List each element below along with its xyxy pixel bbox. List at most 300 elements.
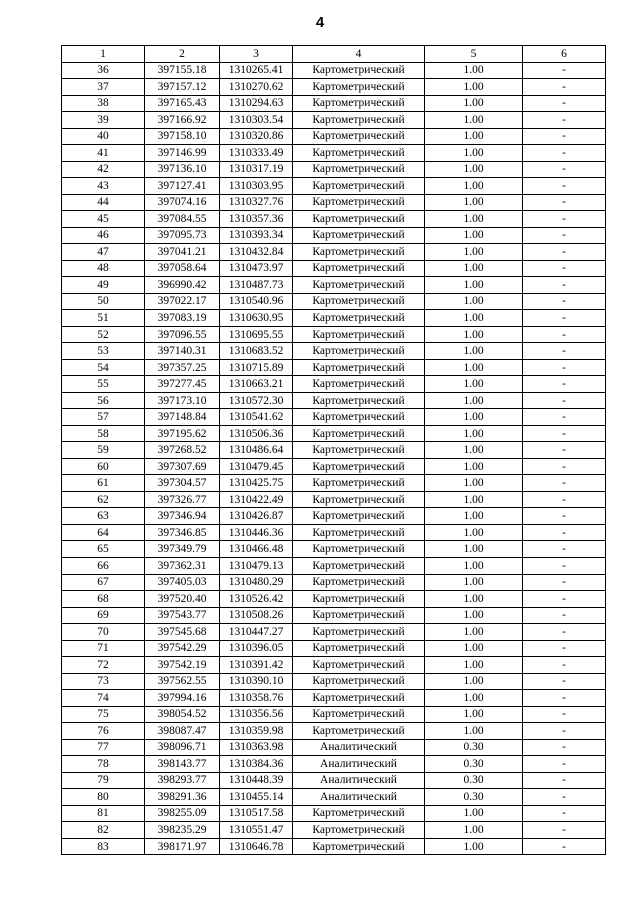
table-cell: Картометрический	[293, 640, 425, 657]
table-cell: Картометрический	[293, 128, 425, 145]
table-row	[62, 491, 606, 508]
table-row	[62, 310, 606, 327]
table-row	[62, 442, 606, 459]
table-cell: 1.00	[425, 491, 523, 508]
table-cell: Картометрический	[293, 805, 425, 822]
table-cell: 396990.42	[145, 277, 220, 294]
table-cell: 71	[62, 640, 145, 657]
table-cell: 67	[62, 574, 145, 591]
table-cell: 0.30	[425, 739, 523, 756]
table-cell: 397155.18	[145, 62, 220, 79]
table-cell: 1.00	[425, 293, 523, 310]
table-cell: -	[523, 458, 606, 475]
table-row	[62, 178, 606, 195]
table-cell: 1.00	[425, 425, 523, 442]
table-cell: Картометрический	[293, 161, 425, 178]
table-cell: -	[523, 260, 606, 277]
table-cell: 1.00	[425, 161, 523, 178]
table-cell: 398143.77	[145, 756, 220, 773]
table-cell: 68	[62, 591, 145, 608]
table-cell: Картометрический	[293, 541, 425, 558]
table-cell: 1310541.62	[220, 409, 293, 426]
table-cell: Картометрический	[293, 723, 425, 740]
table-cell: 1.00	[425, 227, 523, 244]
table-cell: 1310683.52	[220, 343, 293, 360]
table-cell: 1310572.30	[220, 392, 293, 409]
table-cell: 1.00	[425, 178, 523, 195]
table-cell: 75	[62, 706, 145, 723]
table-cell: Картометрический	[293, 79, 425, 96]
table-cell: 397362.31	[145, 557, 220, 574]
table-cell: 1.00	[425, 458, 523, 475]
table-cell: 397127.41	[145, 178, 220, 195]
page-number: 4	[315, 14, 325, 31]
table-cell: 397148.84	[145, 409, 220, 426]
table-cell: -	[523, 161, 606, 178]
column-header: 3	[220, 46, 293, 63]
table-row	[62, 508, 606, 525]
table-row	[62, 392, 606, 409]
table-cell: Картометрический	[293, 326, 425, 343]
table-cell: 1310303.95	[220, 178, 293, 195]
table-row	[62, 822, 606, 839]
table-cell: 42	[62, 161, 145, 178]
table-cell: 1310320.86	[220, 128, 293, 145]
table-cell: 80	[62, 789, 145, 806]
table-row	[62, 293, 606, 310]
table-cell: 1310327.76	[220, 194, 293, 211]
table-cell: 1310393.34	[220, 227, 293, 244]
table-cell: -	[523, 145, 606, 162]
table-row	[62, 227, 606, 244]
table-cell: 39	[62, 112, 145, 129]
table-cell: 397074.16	[145, 194, 220, 211]
table-cell: Картометрический	[293, 293, 425, 310]
table-cell: 1.00	[425, 194, 523, 211]
table-cell: 397349.79	[145, 541, 220, 558]
table-cell: 397268.52	[145, 442, 220, 459]
table-cell: 398054.52	[145, 706, 220, 723]
table-cell: Картометрический	[293, 624, 425, 641]
table-cell: 397173.10	[145, 392, 220, 409]
table-cell: Картометрический	[293, 838, 425, 855]
table-cell: 1.00	[425, 310, 523, 327]
table-cell: Аналитический	[293, 772, 425, 789]
table-row	[62, 706, 606, 723]
table-cell: -	[523, 376, 606, 393]
table-cell: 36	[62, 62, 145, 79]
table-cell: 1.00	[425, 392, 523, 409]
table-cell: 59	[62, 442, 145, 459]
table-cell: 37	[62, 79, 145, 96]
table-cell: 397304.57	[145, 475, 220, 492]
table-cell: 1.00	[425, 79, 523, 96]
table-cell: 1.00	[425, 607, 523, 624]
table-cell: Картометрический	[293, 244, 425, 261]
table-cell: -	[523, 95, 606, 112]
table-cell: -	[523, 739, 606, 756]
table-row	[62, 194, 606, 211]
table-cell: 61	[62, 475, 145, 492]
table-cell: 63	[62, 508, 145, 525]
table-cell: 1310446.36	[220, 524, 293, 541]
table-cell: 397542.29	[145, 640, 220, 657]
table-cell: -	[523, 723, 606, 740]
table-cell: 77	[62, 739, 145, 756]
table-cell: 1310473.97	[220, 260, 293, 277]
table-cell: Картометрический	[293, 277, 425, 294]
table-cell: 397195.62	[145, 425, 220, 442]
table-cell: 1.00	[425, 723, 523, 740]
table-cell: 1310426.87	[220, 508, 293, 525]
table-row	[62, 475, 606, 492]
table-cell: -	[523, 359, 606, 376]
coordinates-table	[61, 45, 606, 855]
table-cell: Картометрический	[293, 178, 425, 195]
table-cell: Картометрический	[293, 62, 425, 79]
table-cell: 1.00	[425, 277, 523, 294]
table-row	[62, 376, 606, 393]
table-cell: 1310390.10	[220, 673, 293, 690]
table-cell: 1.00	[425, 260, 523, 277]
table-cell: 397140.31	[145, 343, 220, 360]
table-cell: 58	[62, 425, 145, 442]
table-cell: 66	[62, 557, 145, 574]
table-row	[62, 789, 606, 806]
table-cell: -	[523, 541, 606, 558]
table-cell: 397022.17	[145, 293, 220, 310]
table-cell: 397136.10	[145, 161, 220, 178]
table-row	[62, 326, 606, 343]
column-header: 6	[523, 46, 606, 63]
table-row	[62, 95, 606, 112]
table-cell: Картометрический	[293, 442, 425, 459]
table-cell: 397096.55	[145, 326, 220, 343]
table-cell: 1310715.89	[220, 359, 293, 376]
table-cell: -	[523, 756, 606, 773]
table-cell: Картометрический	[293, 591, 425, 608]
table-cell: Картометрический	[293, 211, 425, 228]
table-row	[62, 557, 606, 574]
table-cell: 47	[62, 244, 145, 261]
table-cell: 1310422.49	[220, 491, 293, 508]
table-cell: -	[523, 657, 606, 674]
table-cell: 1.00	[425, 409, 523, 426]
table-cell: -	[523, 211, 606, 228]
table-cell: 1310447.27	[220, 624, 293, 641]
table-cell: 49	[62, 277, 145, 294]
table-cell: 397165.43	[145, 95, 220, 112]
table-cell: 397346.85	[145, 524, 220, 541]
column-header: 2	[145, 46, 220, 63]
table-cell: 398255.09	[145, 805, 220, 822]
table-cell: 398293.77	[145, 772, 220, 789]
table-cell: 1310526.42	[220, 591, 293, 608]
table-cell: -	[523, 244, 606, 261]
table-row	[62, 425, 606, 442]
table-cell: Картометрический	[293, 706, 425, 723]
table-cell: 1310425.75	[220, 475, 293, 492]
table-cell: 1310487.73	[220, 277, 293, 294]
table-cell: -	[523, 640, 606, 657]
table-cell: -	[523, 409, 606, 426]
table-cell: 1310466.48	[220, 541, 293, 558]
table-cell: 38	[62, 95, 145, 112]
table-row	[62, 343, 606, 360]
table-cell: 55	[62, 376, 145, 393]
table-cell: -	[523, 690, 606, 707]
table-cell: -	[523, 310, 606, 327]
table-cell: -	[523, 508, 606, 525]
table-cell: 1.00	[425, 95, 523, 112]
table-cell: 1310663.21	[220, 376, 293, 393]
table-cell: 1310357.36	[220, 211, 293, 228]
table-cell: 45	[62, 211, 145, 228]
table-cell: 397041.21	[145, 244, 220, 261]
table-cell: 1.00	[425, 145, 523, 162]
table-cell: 0.30	[425, 772, 523, 789]
table-cell: 72	[62, 657, 145, 674]
column-header: 4	[293, 46, 425, 63]
table-cell: 397095.73	[145, 227, 220, 244]
table-cell: 1.00	[425, 524, 523, 541]
table-cell: 1310317.19	[220, 161, 293, 178]
table-cell: -	[523, 673, 606, 690]
table-row	[62, 756, 606, 773]
table-cell: -	[523, 112, 606, 129]
table-cell: 1.00	[425, 673, 523, 690]
table-cell: 397545.68	[145, 624, 220, 641]
table-cell: 1310432.84	[220, 244, 293, 261]
table-row	[62, 359, 606, 376]
table-cell: -	[523, 442, 606, 459]
table-cell: 1310391.42	[220, 657, 293, 674]
table-row	[62, 772, 606, 789]
table-cell: 73	[62, 673, 145, 690]
table-cell: Картометрический	[293, 409, 425, 426]
table-row	[62, 145, 606, 162]
table-row	[62, 574, 606, 591]
table-cell: -	[523, 574, 606, 591]
table-cell: 1.00	[425, 326, 523, 343]
table-cell: 1310551.47	[220, 822, 293, 839]
table-cell: 65	[62, 541, 145, 558]
table-cell: 74	[62, 690, 145, 707]
table-row	[62, 541, 606, 558]
table-cell: 1.00	[425, 128, 523, 145]
table-cell: 70	[62, 624, 145, 641]
table-row	[62, 458, 606, 475]
table-cell: Картометрический	[293, 310, 425, 327]
table-cell: 397146.99	[145, 145, 220, 162]
table-cell: 1.00	[425, 805, 523, 822]
table-cell: Картометрический	[293, 475, 425, 492]
table-cell: 398087.47	[145, 723, 220, 740]
table-cell: 82	[62, 822, 145, 839]
table-cell: Картометрический	[293, 112, 425, 129]
table-cell: 397357.25	[145, 359, 220, 376]
table-row	[62, 690, 606, 707]
table-row	[62, 244, 606, 261]
table-row	[62, 409, 606, 426]
table-cell: -	[523, 524, 606, 541]
table-cell: -	[523, 491, 606, 508]
table-cell: 1310630.95	[220, 310, 293, 327]
table-cell: 1310363.98	[220, 739, 293, 756]
table-cell: -	[523, 838, 606, 855]
table-cell: 1310358.76	[220, 690, 293, 707]
table-row	[62, 260, 606, 277]
table-cell: 50	[62, 293, 145, 310]
table-cell: 397083.19	[145, 310, 220, 327]
table-row	[62, 805, 606, 822]
table-cell: 1.00	[425, 211, 523, 228]
table-cell: 397994.16	[145, 690, 220, 707]
table-row	[62, 211, 606, 228]
table-cell: Картометрический	[293, 343, 425, 360]
table-cell: -	[523, 557, 606, 574]
table-cell: 1.00	[425, 62, 523, 79]
table-cell: 57	[62, 409, 145, 426]
table-row	[62, 128, 606, 145]
table-row	[62, 657, 606, 674]
table-cell: -	[523, 178, 606, 195]
table-row	[62, 838, 606, 855]
table-cell: 1.00	[425, 838, 523, 855]
table-row	[62, 79, 606, 96]
table-cell: Картометрический	[293, 425, 425, 442]
table-cell: Аналитический	[293, 756, 425, 773]
table-cell: 1310646.78	[220, 838, 293, 855]
table-cell: 56	[62, 392, 145, 409]
table-cell: -	[523, 392, 606, 409]
table-row	[62, 62, 606, 79]
table-row	[62, 624, 606, 641]
table-cell: -	[523, 425, 606, 442]
table-cell: 46	[62, 227, 145, 244]
table-cell: 397158.10	[145, 128, 220, 145]
table-cell: -	[523, 607, 606, 624]
table-cell: -	[523, 227, 606, 244]
table-cell: 1.00	[425, 359, 523, 376]
table-cell: Картометрический	[293, 574, 425, 591]
table-cell: 1.00	[425, 822, 523, 839]
table-cell: 53	[62, 343, 145, 360]
table-cell: -	[523, 475, 606, 492]
table-cell: 79	[62, 772, 145, 789]
table-cell: 1310356.56	[220, 706, 293, 723]
table-cell: Картометрический	[293, 690, 425, 707]
table-cell: 397277.45	[145, 376, 220, 393]
table-cell: Картометрический	[293, 376, 425, 393]
table-cell: 1310479.13	[220, 557, 293, 574]
table-row	[62, 723, 606, 740]
table-cell: -	[523, 326, 606, 343]
table-cell: 397307.69	[145, 458, 220, 475]
table-cell: -	[523, 277, 606, 294]
table-cell: 44	[62, 194, 145, 211]
table-cell: Аналитический	[293, 739, 425, 756]
table-row	[62, 739, 606, 756]
table-cell: 1.00	[425, 343, 523, 360]
column-header: 1	[62, 46, 145, 63]
table-cell: Картометрический	[293, 673, 425, 690]
table-cell: Картометрический	[293, 657, 425, 674]
table-cell: 1.00	[425, 376, 523, 393]
table-cell: -	[523, 805, 606, 822]
table-cell: 0.30	[425, 789, 523, 806]
table-cell: -	[523, 62, 606, 79]
table-cell: 1310294.63	[220, 95, 293, 112]
table-cell: 1.00	[425, 112, 523, 129]
table-cell: 69	[62, 607, 145, 624]
table-cell: 83	[62, 838, 145, 855]
table-cell: 1310448.39	[220, 772, 293, 789]
table-cell: 1310303.54	[220, 112, 293, 129]
table-cell: -	[523, 706, 606, 723]
table-cell: 41	[62, 145, 145, 162]
table-cell: 1.00	[425, 640, 523, 657]
table-cell: 397405.03	[145, 574, 220, 591]
table-cell: 1310540.96	[220, 293, 293, 310]
table-row	[62, 640, 606, 657]
table-cell: 1.00	[425, 508, 523, 525]
table-cell: Картометрический	[293, 607, 425, 624]
table-cell: 1310384.36	[220, 756, 293, 773]
table-cell: 1.00	[425, 574, 523, 591]
table-cell: 1310265.41	[220, 62, 293, 79]
table-cell: Картометрический	[293, 508, 425, 525]
table-row	[62, 591, 606, 608]
table-cell: Картометрический	[293, 194, 425, 211]
table-cell: 1310270.62	[220, 79, 293, 96]
table-cell: 51	[62, 310, 145, 327]
table-cell: 1.00	[425, 475, 523, 492]
table-cell: 1.00	[425, 624, 523, 641]
table-cell: 398096.71	[145, 739, 220, 756]
table-cell: 397326.77	[145, 491, 220, 508]
table-cell: 52	[62, 326, 145, 343]
table-cell: 1310695.55	[220, 326, 293, 343]
table-cell: -	[523, 343, 606, 360]
table-body	[62, 46, 606, 855]
table-cell: 43	[62, 178, 145, 195]
table-row	[62, 277, 606, 294]
table-header-row	[62, 46, 606, 63]
table-cell: Картометрический	[293, 359, 425, 376]
table-cell: -	[523, 293, 606, 310]
table-cell: -	[523, 772, 606, 789]
table-cell: -	[523, 624, 606, 641]
table-cell: Картометрический	[293, 260, 425, 277]
table-cell: -	[523, 194, 606, 211]
table-cell: 64	[62, 524, 145, 541]
table-cell: -	[523, 822, 606, 839]
table-cell: 78	[62, 756, 145, 773]
table-cell: 397543.77	[145, 607, 220, 624]
table-cell: 1310479.45	[220, 458, 293, 475]
table-cell: 1310480.29	[220, 574, 293, 591]
table-cell: 1310359.98	[220, 723, 293, 740]
table-cell: Картометрический	[293, 822, 425, 839]
table-cell: 1.00	[425, 690, 523, 707]
table-cell: 1310455.14	[220, 789, 293, 806]
table-cell: 398291.36	[145, 789, 220, 806]
table-row	[62, 112, 606, 129]
table-cell: 397084.55	[145, 211, 220, 228]
table-cell: 397157.12	[145, 79, 220, 96]
table-cell: -	[523, 789, 606, 806]
